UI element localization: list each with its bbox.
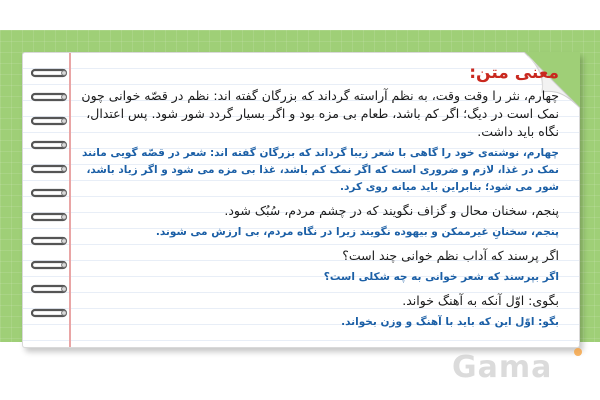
spiral-ring-icon — [31, 283, 71, 295]
spiral-ring-icon — [31, 307, 71, 319]
watermark-logo — [452, 350, 592, 390]
poem-text-3: اگر پرسند که آداب نظم خوانی چند است؟ — [342, 248, 559, 263]
meaning-note-3: اگر بپرسند که شعر خوانی به چه شکلی است؟ — [323, 271, 559, 283]
spiral-ring-icon — [31, 67, 71, 79]
meaning-note-2: پنجم، سخنانِ غیرممکن و بیهوده نگویند زیرا در نگاه مردم، بی ارزش می شوند. — [155, 226, 559, 238]
spiral-ring-icon — [31, 259, 71, 271]
spiral-ring-icon — [31, 211, 71, 223]
watermark-dot-icon — [574, 348, 582, 356]
spiral-ring-icon — [31, 91, 71, 103]
poem-text-4: بگوی: اوّل آنکه به آهنگ خواند. — [402, 293, 559, 308]
spiral-ring-icon — [31, 115, 71, 127]
spiral-ring-icon — [31, 139, 71, 151]
spiral-binding — [31, 61, 71, 341]
poem-text-1: چهارم، نثر را وقت وقت، به نظم آراسته گرداند که بزرگان گفته اند: نظم در قصّه خوانی چون نمک است در دیگ؛ اگر کم باشد، طعام بی مزه بود و اگر بسیار گردد شور شود. پس اعتدال، نگاه باید داشت. — [81, 88, 559, 139]
meaning-note-4: بگو: اوّل این که باید با آهنگ و وزن بخواند. — [341, 316, 559, 328]
notebook-page — [22, 52, 580, 348]
page-title: معنی متن: — [469, 63, 559, 83]
spiral-ring-icon — [31, 187, 71, 199]
content-area — [81, 63, 559, 337]
spiral-ring-icon — [31, 235, 71, 247]
watermark-text: Gama — [452, 350, 553, 385]
spiral-ring-icon — [31, 163, 71, 175]
poem-text-2: پنجم، سخنان محال و گزاف نگویند که در چشم مردم، سُبُک شود. — [224, 203, 559, 218]
meaning-note-1: چهارم، نوشته‌ی خود را گاهی با شعر زیبا گرداند که بزرگان گفته اند: شعر در قصّه گویی مانند نمک در غذا، لازم و ضروری است که اگر نمک کم باشد، غذا بی مزه می شود و اگر زیاد باشد، شور می شود؛ بنابراین باید میانه روی کرد. — [81, 147, 559, 193]
